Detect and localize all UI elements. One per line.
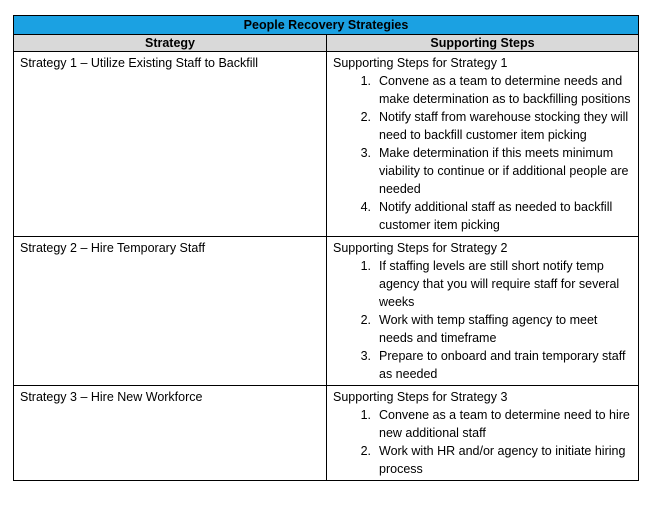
table-title: People Recovery Strategies [14,16,639,35]
step-number: 4. [360,200,371,214]
list-item [333,72,632,108]
table-row [14,52,639,237]
steps-heading: Supporting Steps for Strategy 2 [333,241,508,255]
steps-list [333,406,632,478]
column-header-supporting-steps: Supporting Steps [327,35,639,52]
list-item [333,347,632,383]
steps-heading: Supporting Steps for Strategy 3 [333,390,508,404]
step-number: 2. [360,110,371,124]
list-item [333,442,632,478]
list-item [333,198,632,234]
steps-cell [327,52,639,237]
step-number: 3. [360,146,371,160]
step-number: 3. [360,349,371,363]
steps-cell [327,237,639,386]
steps-heading: Supporting Steps for Strategy 1 [333,56,508,70]
step-text: Work with HR and/or agency to initiate hiring process [379,444,626,476]
step-text: Convene as a team to determine need to hire new additional staff [379,408,630,440]
list-item [333,257,632,311]
list-item [333,311,632,347]
step-text: Notify staff from warehouse stocking they will need to backfill customer item picking [379,110,629,142]
list-item [333,144,632,198]
table-row [14,386,639,481]
strategy-cell: Strategy 2 – Hire Temporary Staff [14,237,327,386]
step-text: If staffing levels are still short notify temp agency that you will require staff for several weeks [379,259,620,309]
column-header-strategy: Strategy [14,35,327,52]
strategy-cell: Strategy 3 – Hire New Workforce [14,386,327,481]
steps-cell [327,386,639,481]
strategy-cell: Strategy 1 – Utilize Existing Staff to Backfill [14,52,327,237]
step-text: Convene as a team to determine needs and make determination as to backfilling positions [379,74,631,106]
recovery-strategies-table [13,15,639,481]
steps-list [333,72,632,234]
step-number: 2. [360,313,371,327]
step-number: 1. [360,74,371,88]
step-text: Work with temp staffing agency to meet needs and timeframe [379,313,598,345]
step-number: 1. [360,408,371,422]
step-number: 1. [360,259,371,273]
steps-list [333,257,632,383]
list-item [333,406,632,442]
list-item [333,108,632,144]
step-text: Notify additional staff as needed to backfill customer item picking [379,200,613,232]
step-text: Make determination if this meets minimum viability to continue or if additional people are needed [379,146,629,196]
table-row [14,237,639,386]
step-text: Prepare to onboard and train temporary staff as needed [379,349,626,381]
step-number: 2. [360,444,371,458]
